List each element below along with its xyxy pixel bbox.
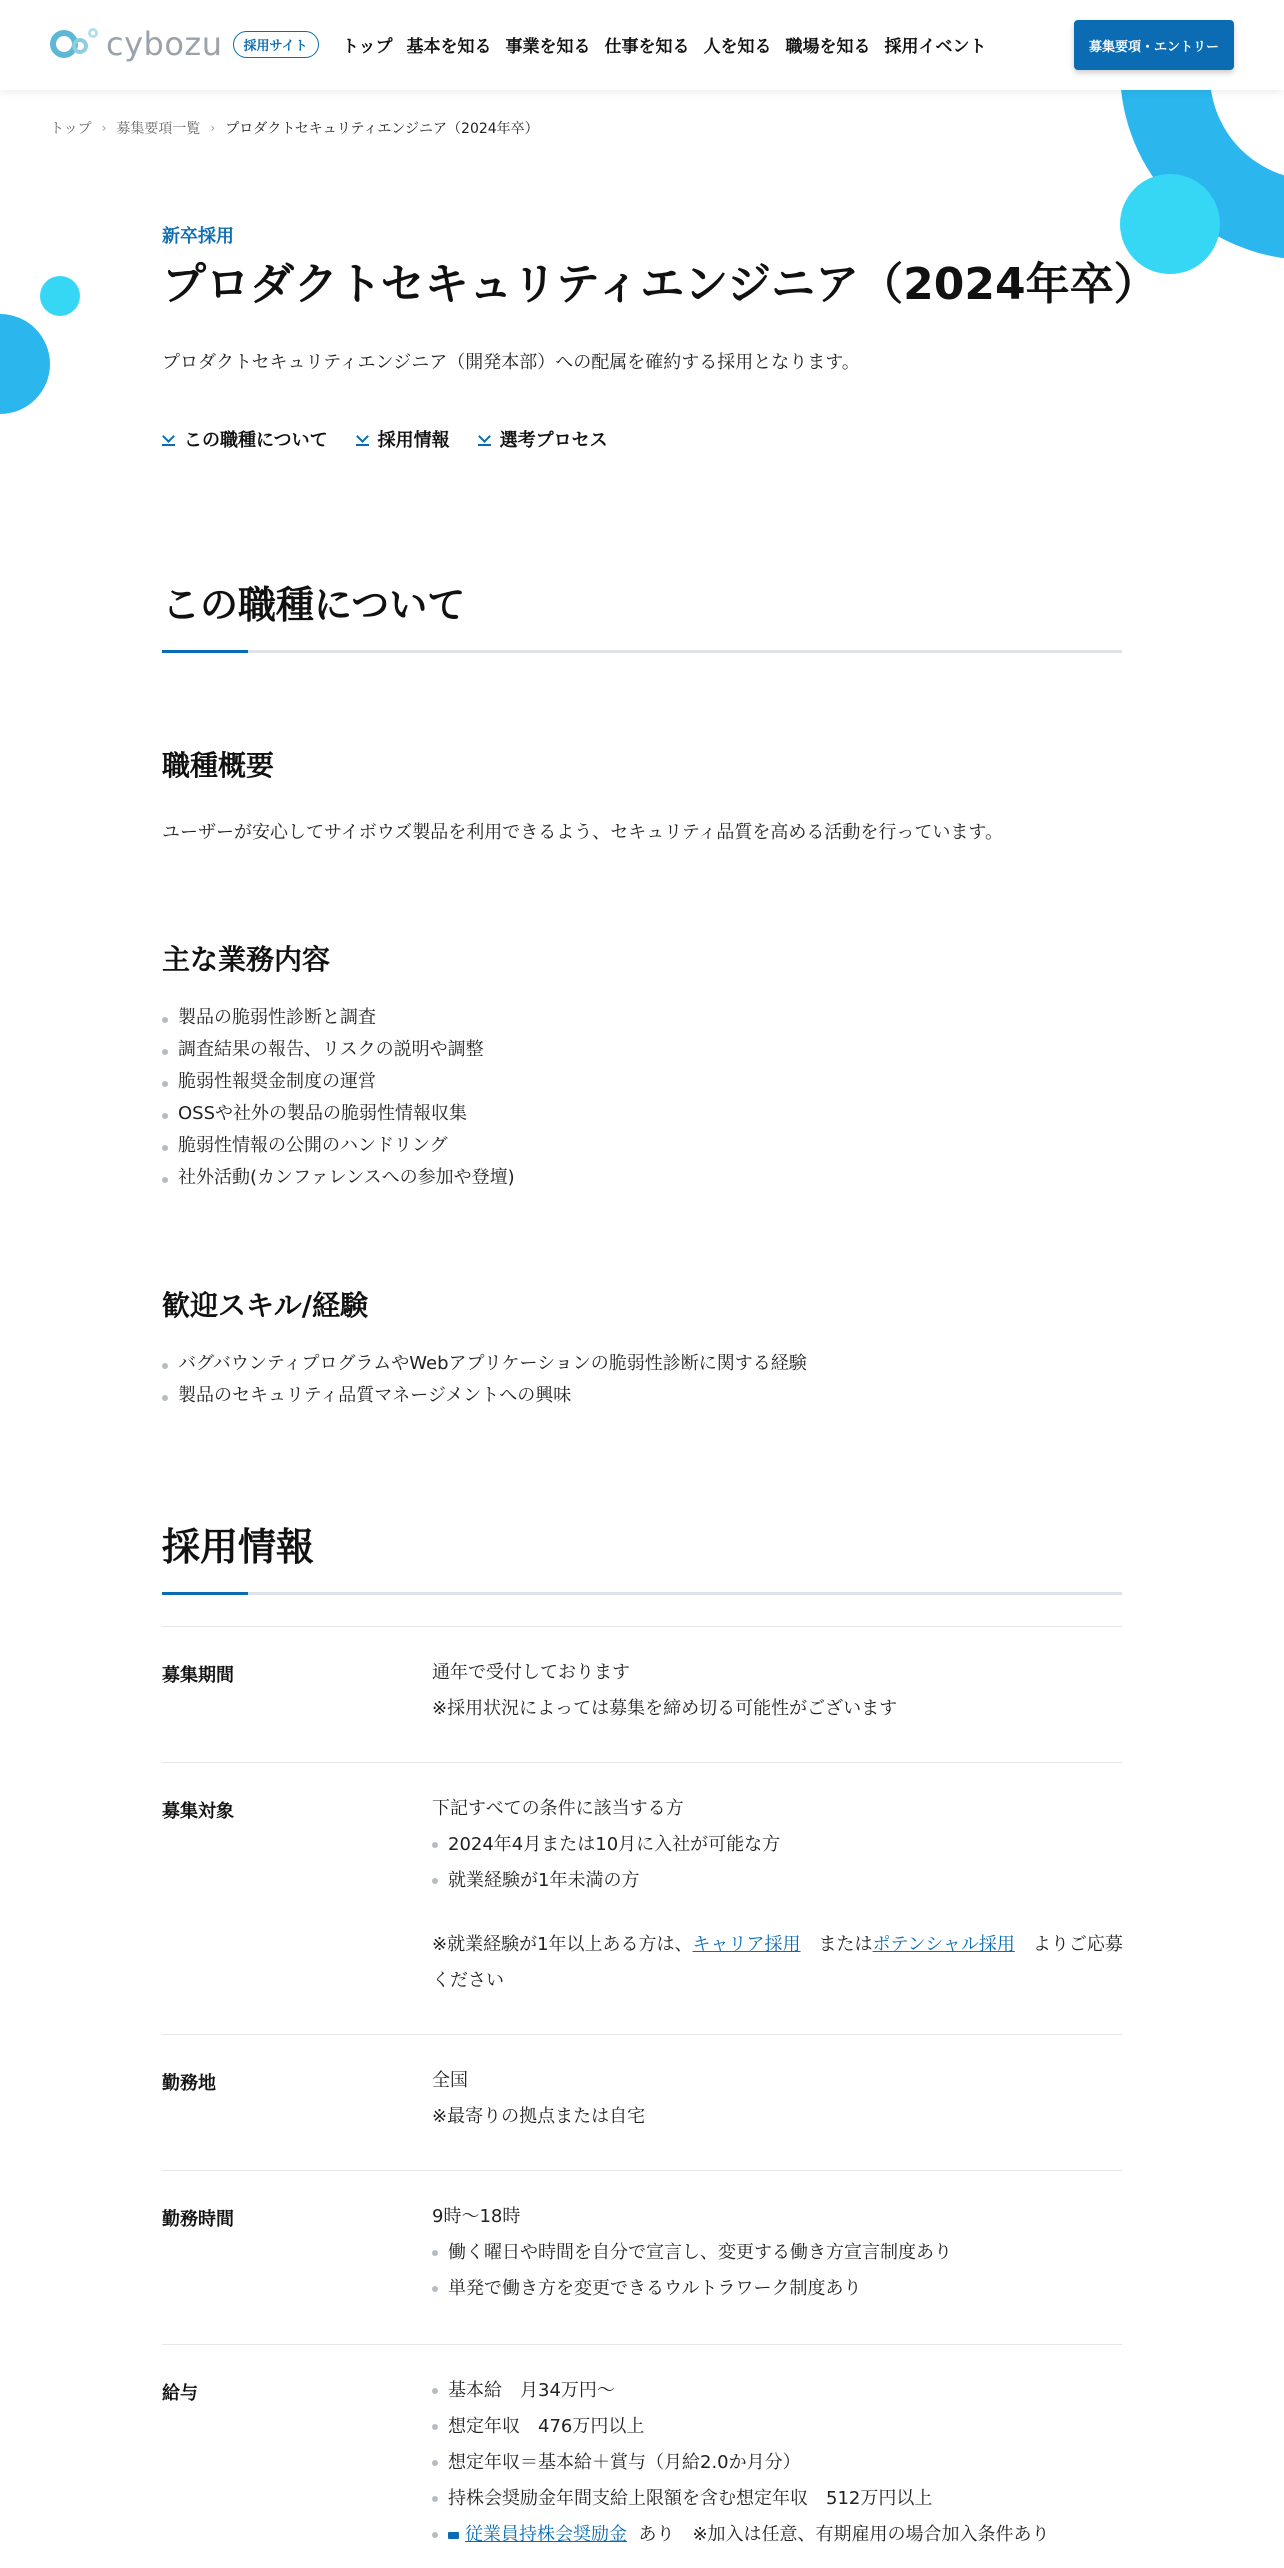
list-item: 働く曜日や時間を自分で宣言し、変更する働き方宣言制度あり bbox=[432, 2235, 1122, 2271]
info-label: 給与 bbox=[162, 2383, 198, 2404]
chevron-right-icon: › bbox=[101, 121, 107, 135]
list-item: 脆弱性情報の公開のハンドリング bbox=[162, 1130, 515, 1162]
list-item: OSSや社外の製品の脆弱性情報収集 bbox=[162, 1098, 515, 1130]
list-item: 調査結果の報告、リスクの説明や調整 bbox=[162, 1034, 515, 1066]
lead-text: プロダクトセキュリティエンジニア（開発本部）への配属を確約する採用となります。 bbox=[162, 352, 860, 373]
site-header bbox=[0, 0, 1284, 90]
breadcrumb-top[interactable]: トップ bbox=[50, 121, 92, 137]
anchor-recruit-info[interactable] bbox=[356, 426, 450, 452]
duties-list bbox=[162, 1002, 515, 1194]
info-label: 募集期間 bbox=[162, 1665, 234, 1686]
arrow-down-icon bbox=[478, 432, 492, 446]
career-recruit-link[interactable]: キャリア採用 bbox=[692, 1934, 801, 1955]
arrow-down-icon bbox=[356, 432, 370, 446]
duties-title: 主な業務内容 bbox=[162, 943, 331, 976]
list-item: 脆弱性報奨金制度の運営 bbox=[162, 1066, 515, 1098]
info-row-salary bbox=[162, 2344, 1122, 2568]
chevron-right-icon: › bbox=[210, 121, 216, 135]
section-divider bbox=[162, 1592, 1122, 1595]
arrow-down-icon bbox=[162, 432, 176, 446]
list-item: 就業経験が1年未満の方 bbox=[432, 1863, 1122, 1899]
breadcrumb-current: プロダクトセキュリティエンジニア（2024年卒） bbox=[225, 121, 539, 137]
entry-button[interactable]: 募集要項・エントリー bbox=[1074, 20, 1234, 70]
nav-item-top[interactable]: トップ bbox=[342, 37, 393, 57]
decor-circle-left-small bbox=[40, 276, 80, 316]
list-item: バグバウンティプログラムやWebアプリケーションの脆弱性診断に関する経験 bbox=[162, 1348, 807, 1380]
breadcrumb bbox=[50, 118, 539, 138]
anchor-selection-process[interactable] bbox=[478, 426, 608, 452]
skills-title: 歓迎スキル/経験 bbox=[162, 1289, 368, 1322]
list-item: 社外活動(カンファレンスへの参加や登壇) bbox=[162, 1162, 515, 1194]
anchor-recruit-info-label: 採用情報 bbox=[377, 430, 450, 451]
anchor-about-label: この職種について bbox=[184, 430, 328, 451]
info-row-hours bbox=[162, 2170, 1122, 2344]
nav-item-events[interactable]: 採用イベント bbox=[884, 37, 987, 57]
nav-item-people[interactable]: 人を知る bbox=[703, 37, 772, 57]
section-title-recruit: 採用情報 bbox=[162, 1525, 315, 1569]
list-item: 持株会奨励金年間支給上限額を含む想定年収 512万円以上 bbox=[432, 2481, 1122, 2517]
info-value: 通年で受付しております ※採用状況によっては募集を締め切る可能性がございます bbox=[432, 1662, 898, 1719]
external-link-icon bbox=[448, 2532, 459, 2539]
nav-item-workplace[interactable]: 職場を知る bbox=[785, 37, 871, 57]
list-item: 基本給 月34万円～ bbox=[432, 2373, 1122, 2409]
info-value: 全国 ※最寄りの拠点または自宅 bbox=[432, 2070, 646, 2127]
global-nav bbox=[342, 32, 987, 57]
nav-item-business[interactable]: 事業を知る bbox=[505, 37, 591, 57]
nav-item-basics[interactable]: 基本を知る bbox=[406, 37, 492, 57]
logo-text: cybozu bbox=[106, 25, 223, 63]
list-item: 製品の脆弱性診断と調査 bbox=[162, 1002, 515, 1034]
overview-text: ユーザーが安心してサイボウズ製品を利用できるよう、セキュリティ品質を高める活動を行っています。 bbox=[162, 822, 1003, 843]
info-label: 勤務地 bbox=[162, 2073, 216, 2094]
list-item: 想定年収 476万円以上 bbox=[432, 2409, 1122, 2445]
skills-list bbox=[162, 1348, 807, 1412]
anchor-links bbox=[162, 426, 608, 452]
info-value: 9時～18時 働く曜日や時間を自分で宣言し、変更する働き方宣言制度あり 単発で働き方を変更できるウルトラワーク制度あり bbox=[432, 2199, 1122, 2307]
info-label: 勤務時間 bbox=[162, 2209, 234, 2230]
page-title: プロダクトセキュリティエンジニア（2024年卒） bbox=[162, 259, 1158, 310]
info-row-period bbox=[162, 1626, 1122, 1762]
info-row-location bbox=[162, 2034, 1122, 2170]
list-item: 製品のセキュリティ品質マネージメントへの興味 bbox=[162, 1380, 807, 1412]
breadcrumb-job-list[interactable]: 募集要項一覧 bbox=[116, 121, 201, 137]
cybozu-logo-icon bbox=[50, 24, 106, 64]
list-item: 単発で働き方を変更できるウルトラワーク制度あり bbox=[432, 2271, 1122, 2307]
stock-incentive-link[interactable]: 従業員持株会奨励金 bbox=[465, 2524, 627, 2545]
logo-badge: 採用サイト bbox=[233, 31, 319, 58]
section-title-about: この職種について bbox=[162, 583, 466, 627]
overview-title: 職種概要 bbox=[162, 749, 275, 782]
anchor-selection-process-label: 選考プロセス bbox=[499, 430, 608, 451]
info-value bbox=[432, 2373, 1122, 2553]
anchor-about[interactable] bbox=[162, 426, 328, 452]
list-item: 2024年4月または10月に入社が可能な方 bbox=[432, 1827, 1122, 1863]
info-label: 募集対象 bbox=[162, 1801, 234, 1822]
section-divider bbox=[162, 650, 1122, 653]
nav-item-work[interactable]: 仕事を知る bbox=[604, 37, 690, 57]
category-label: 新卒採用 bbox=[162, 226, 234, 247]
list-item: 想定年収＝基本給＋賞与（月給2.0か月分） bbox=[432, 2445, 1122, 2481]
decor-circle-left-large bbox=[0, 314, 50, 414]
info-row-target bbox=[162, 1762, 1122, 2034]
info-value: 下記すべての条件に該当する方 2024年4月または10月に入社が可能な方 就業経験が1年未満の方 ※就業経験が1年以上ある方は、キャリア採用 またはポテンシャル採用 よりご応募 ください bbox=[432, 1798, 1123, 1991]
cybozu-logo[interactable] bbox=[50, 24, 319, 64]
list-item: 従業員持株会奨励金 あり ※加入は任意、有期雇用の場合加入条件あり bbox=[432, 2517, 1122, 2553]
potential-recruit-link[interactable]: ポテンシャル採用 bbox=[872, 1934, 1015, 1955]
